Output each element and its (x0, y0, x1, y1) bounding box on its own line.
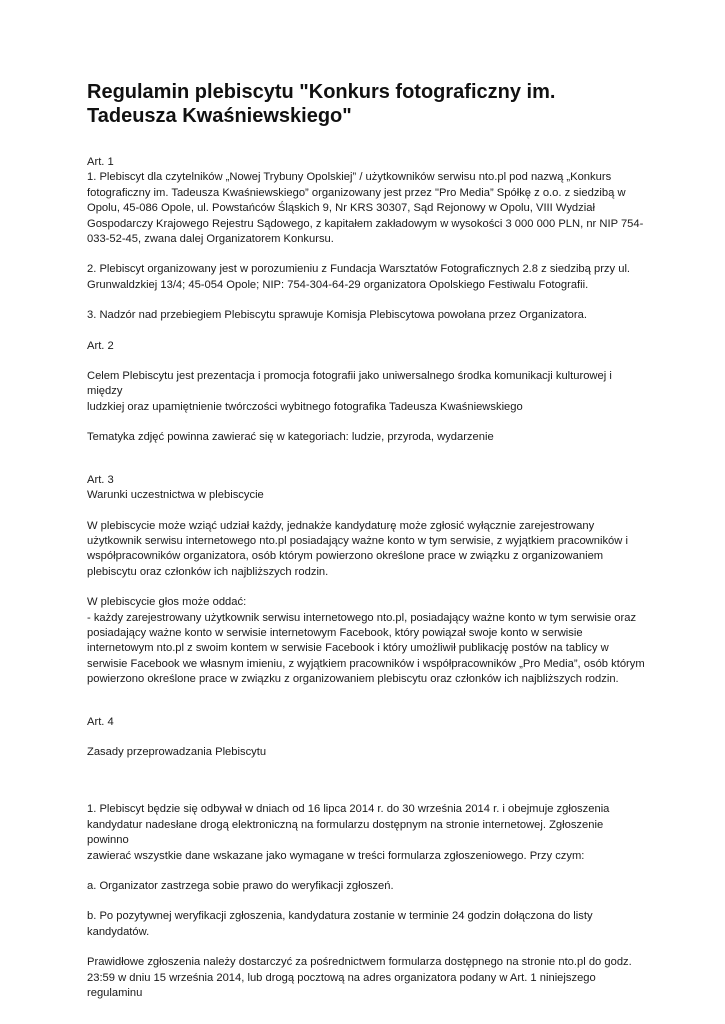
art3-paragraph-2: W plebiscycie głos może oddać: - każdy zarejestrowany użytkownik serwisu internetowego nto.pl, posiadający ważne konto w tym serwisie oraz posiadający ważne konto w serwisie internetowym Facebook, który powiązał swoje konto w serwisie internetowym nto.pl z swoim kontem w serwisie Facebook i który umożliwił publikację postów na tablicy w serwisie Facebook we własnym imieniu, z wyjątkiem pracowników i współpracowników „Pro Media”, osób którym powierzono określone prace w związku z organizowaniem plebiscytu oraz członków ich najbliższych rodzin. (87, 596, 645, 686)
art2-heading: Art. 2 (87, 339, 114, 352)
document-title: Regulamin plebiscytu "Konkurs fotograficzny im. Tadeusza Kwaśniewskiego" (87, 81, 556, 127)
art4-heading: Art. 4 (87, 715, 114, 728)
document-body (87, 155, 647, 1001)
art4-paragraph-1: 1. Plebiscyt będzie się odbywał w dniach od 16 lipca 2014 r. do 30 września 2014 r. i obejmuje zgłoszenia kandydatur nadesłane drogą elektroniczną na formularzu dostępnym na stronie internetowej. Zgłoszenie powinno zawierać wszystkie dane wskazane jako wymagane w treści formularza zgłoszeniowego. Przy czym: (87, 803, 610, 862)
art4-subheading: Zasady przeprowadzania Plebiscytu (87, 745, 267, 758)
art1-paragraph-1: 1. Plebiscyt dla czytelników „Nowej Trybuny Opolskiej” / użytkowników serwisu nto.pl pod nazwą „Konkurs fotograficzny im. Tadeusza Kwaśniewskiego” organizowany jest przez "Pro Media” Spółkę z o.o. z siedzibą w Opolu, 45-086 Opole, ul. Powstańców Śląskich 9, Nr KRS 30307, Sąd Rejonowy w Opolu, VIII Wydział Gospodarczy Krajowego Rejestru Sądowego, z kapitałem zakładowym w wysokości 3 000 000 PLN, nr NIP 754- 033-52-45, zwana dalej Organizatorem Konkursu. (87, 171, 644, 246)
art3-subheading: Warunki uczestnictwa w plebiscycie (87, 489, 264, 502)
art4-paragraph-4: Prawidłowe zgłoszenia należy dostarczyć za pośrednictwem formularza dostępnego na stronie nto.pl do godz. 23:59 w dniu 15 września 2014, lub drogą pocztową na adres organizatora podany w Art. 1 niniejszego regulaminu (87, 956, 632, 1000)
art4-paragraph-2: a. Organizator zastrzega sobie prawo do weryfikacji zgłoszeń. (87, 880, 394, 892)
document-header (87, 80, 647, 128)
art1-paragraph-2: 2. Plebiscyt organizowany jest w porozumieniu z Fundacja Warsztatów Fotograficznych 2.8 z siedzibą przy ul. Grunwaldzkiej 13/4; 45-054 Opole; NIP: 754-304-64-29 organizatora Opolskiego Festiwalu Fotografii. (87, 263, 631, 291)
art2-paragraph-2: Tematyka zdjęć powinna zawierać się w kategoriach: ludzie, przyroda, wydarzenie (87, 431, 494, 444)
art4-paragraph-3: b. Po pozytywnej weryfikacji zgłoszenia, kandydatura zostanie w terminie 24 godzin dołączona do listy kandydatów. (87, 910, 593, 938)
art3-heading: Art. 3 (87, 473, 114, 486)
art1-heading: Art. 1 (87, 156, 114, 168)
art2-paragraph-1: Celem Plebiscytu jest prezentacja i promocja fotografii jako uniwersalnego środka komunikacji kulturowej i między ludzkiej oraz upamiętnienie twórczości wybitnego fotografika Tadeusza Kwaśniewskiego (87, 370, 612, 413)
art3-paragraph-1: W plebiscycie może wziąć udział każdy, jednakże kandydaturę może zgłosić wyłącznie zarejestrowany użytkownik serwisu internetowego nto.pl posiadający ważne konto w tym serwisie, z wyjątkiem pracowników i współpracowników organizatora, osób którym powierzono określone prace w związku z organizowaniem plebiscytu oraz członków ich najbliższych rodzin. (87, 519, 628, 578)
art1-paragraph-3: 3. Nadzór nad przebiegiem Plebiscytu sprawuje Komisja Plebiscytowa powołana przez Organizatora. (87, 309, 587, 322)
